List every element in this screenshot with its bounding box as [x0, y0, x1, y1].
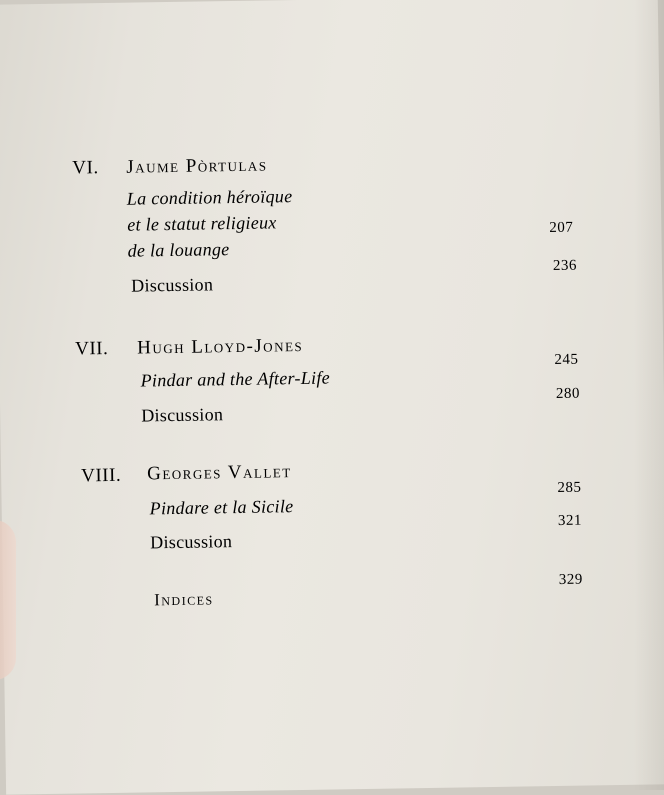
page-number: 245 — [554, 351, 579, 368]
chapter-author: Jaume Pòrtulas — [126, 154, 268, 178]
discussion-label: Discussion — [131, 274, 214, 296]
page-number: 285 — [557, 479, 582, 496]
page-number: 329 — [558, 571, 583, 588]
chapter-title-line: et le statut religieux — [127, 212, 277, 235]
chapter-author: Hugh Lloyd-Jones — [136, 334, 304, 359]
thumb — [0, 520, 16, 680]
page-number: 207 — [549, 219, 574, 237]
page-number: 321 — [557, 512, 583, 529]
chapter-title-line: de la louange — [127, 239, 230, 261]
chapter-title-line: La condition héroïque — [126, 186, 293, 209]
page-edge-shadow — [634, 0, 664, 790]
chapter-numeral: VIII. — [81, 464, 122, 487]
chapter-author: Georges Vallet — [146, 461, 292, 485]
chapter-title-line: Pindare et la Sicile — [149, 496, 294, 519]
discussion-label: Discussion — [150, 531, 233, 553]
page-number: 236 — [552, 257, 578, 275]
indices-label: Indices — [153, 589, 214, 610]
chapter-title-line: Pindar and the After-Life — [140, 367, 331, 391]
toc-entry-vi — [0, 0, 658, 296]
chapter-numeral: VI. — [72, 157, 99, 179]
discussion-label: Discussion — [141, 404, 224, 426]
page-number: 280 — [555, 385, 581, 402]
chapter-numeral: VII. — [75, 338, 109, 360]
